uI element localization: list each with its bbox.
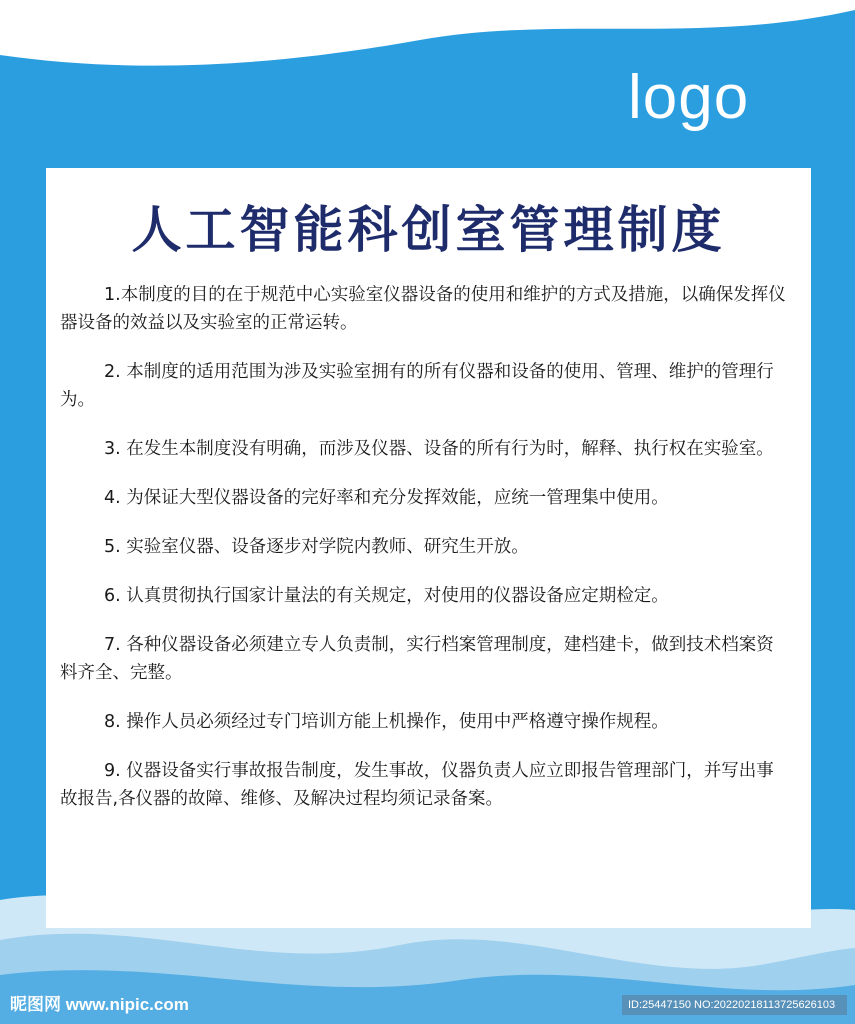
rule-item: 7. 各种仪器设备必须建立专人负责制，实行档案管理制度，建档建卡，做到技术档案资料齐全、完整。 (60, 635, 774, 683)
watermark-id: ID:25447150 NO:20220218113725626103 (622, 995, 847, 1015)
rule-item: 9. 仪器设备实行事故报告制度，发生事故，仪器负责人应立即报告管理部门，并写出事故报告,各仪器的故障、维修、及解决过程均须记录备案。 (60, 761, 774, 809)
rule-item: 2. 本制度的适用范围为涉及实验室拥有的所有仪器和设备的使用、管理、维护的管理行为。 (60, 362, 774, 410)
rule-item: 8. 操作人员必须经过专门培训方能上机操作，使用中严格遵守操作规程。 (104, 712, 669, 732)
rule-item: 6. 认真贯彻执行国家计量法的有关规定，对使用的仪器设备应定期检定。 (104, 586, 669, 606)
page-title: 人工智能科创室管理制度 (131, 201, 726, 259)
rule-item: 1.本制度的目的在于规范中心实验室仪器设备的使用和维护的方式及措施，以确保发挥仪器设备的效益以及实验室的正常运转。 (60, 285, 786, 333)
logo-text: logo (628, 63, 750, 132)
rule-item: 5. 实验室仪器、设备逐步对学院内教师、研究生开放。 (104, 537, 529, 557)
rules-list (60, 281, 790, 834)
rule-item: 3. 在发生本制度没有明确，而涉及仪器、设备的所有行为时，解释、执行权在实验室。 (104, 439, 774, 459)
rule-item: 4. 为保证大型仪器设备的完好率和充分发挥效能，应统一管理集中使用。 (104, 488, 669, 508)
document-panel (46, 168, 811, 928)
watermark-site: 昵图网 www.nipic.com (10, 995, 189, 1014)
